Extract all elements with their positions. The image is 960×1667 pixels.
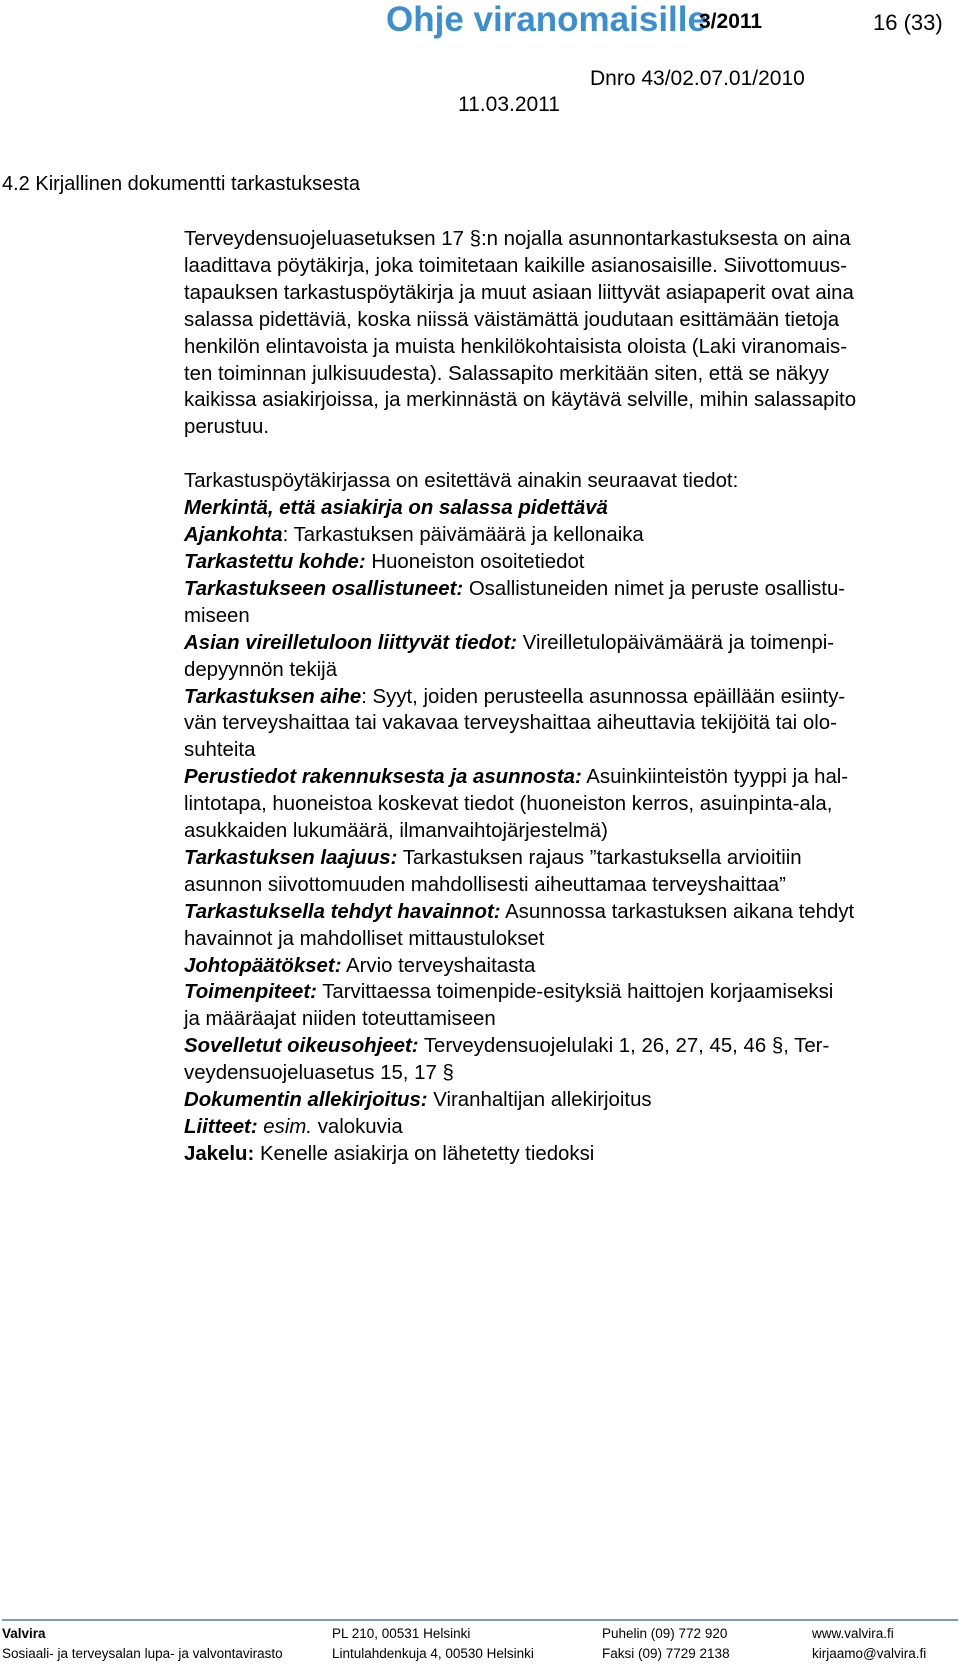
field-text: : Syyt, joiden perusteella asunnossa epäillään esiinty- xyxy=(361,685,846,708)
field-text: asukkaiden lukumäärä, ilmanvaihtojärjestelmä) xyxy=(184,820,608,843)
field-text: Kenelle asiakirja on lähetetty tiedoksi xyxy=(254,1142,595,1165)
required-fields-list xyxy=(184,468,954,1168)
text-line: tapauksen tarkastuspöytäkirja ja muut asiaan liittyvät asiapaperit ovat aina xyxy=(184,281,854,304)
paragraph-intro xyxy=(184,226,954,441)
document-body xyxy=(184,226,954,1168)
text-line: henkilön elintavoista ja muista henkilökohtaisista oloista (Laki viranomais- xyxy=(184,335,848,358)
footer-po-box: PL 210, 00531 Helsinki xyxy=(332,1626,471,1641)
field-distribution xyxy=(184,1141,954,1168)
text-line: kaikissa asiakirjoissa, ja merkinnästä on käytävä selville, mihin salassapito xyxy=(184,389,857,412)
field-text: Tarvittaessa toimenpide-esityksiä haittojen korjaamiseksi xyxy=(316,981,834,1004)
field-label: Tarkastettu kohde: xyxy=(184,550,366,573)
section-heading: 4.2 Kirjallinen dokumentti tarkastuksesta xyxy=(2,173,360,195)
field-building-info xyxy=(184,764,954,845)
field-label: Merkintä, että asiakirja on salassa pidettävä xyxy=(184,497,608,520)
field-label: Jakelu: xyxy=(184,1142,255,1165)
text-line: Terveydensuojeluasetuksen 17 §:n nojalla asunnontarkastuksesta on aina xyxy=(184,228,851,250)
field-text: miseen xyxy=(184,604,250,627)
document-date: 11.03.2011 xyxy=(458,93,560,116)
text-line: ten toiminnan julkisuudesta). Salassapito merkitään siten, että se näkyy xyxy=(184,362,829,385)
field-target xyxy=(184,549,954,576)
footer-phone: Puhelin (09) 772 920 xyxy=(602,1626,728,1641)
field-text: Viranhaltijan allekirjoitus xyxy=(427,1089,652,1112)
field-text: veydensuojeluasetus 15, 17 § xyxy=(184,1062,454,1085)
field-initiation xyxy=(184,630,954,684)
footer-org: Valvira xyxy=(2,1626,46,1641)
text-line: laadittava pöytäkirja, joka toimitetaan kaikille asianosaisille. Siivottomuus- xyxy=(184,254,848,277)
field-text: Tarkastuksen rajaus ”tarkastuksella arvioitiin xyxy=(397,846,802,869)
field-scope xyxy=(184,845,954,899)
footer-email-link[interactable]: kirjaamo@valvira.fi xyxy=(812,1646,927,1661)
field-text: esim. xyxy=(257,1116,313,1138)
field-label: Toimenpiteet: xyxy=(184,981,317,1004)
field-text: Vireilletulopäivämäärä ja toimenpi- xyxy=(517,631,835,654)
record-number: Dnro 43/02.07.01/2010 xyxy=(590,67,805,90)
field-text: havainnot ja mahdolliset mittaustulokset xyxy=(184,927,545,950)
field-text: lintotapa, huoneistoa koskevat tiedot (huoneiston kerros, asuinpinta-ala, xyxy=(184,793,833,816)
page-footer xyxy=(2,1624,958,1664)
field-text: valokuvia xyxy=(312,1116,403,1138)
field-text: Asunnossa tarkastuksen aikana tehdyt xyxy=(500,900,855,923)
field-label: Dokumentin allekirjoitus: xyxy=(184,1089,428,1112)
text-line: salassa pidettäviä, koska niissä väistämättä joudutaan esittämään tietoja xyxy=(184,308,840,331)
footer-divider xyxy=(2,1619,958,1621)
text-line: perustuu. xyxy=(184,416,270,439)
field-text: Huoneiston osoitetiedot xyxy=(365,550,585,573)
field-text: : Tarkastuksen päivämäärä ja kellonaika xyxy=(282,524,644,547)
field-text: suhteita xyxy=(184,739,256,762)
field-text: depyynnön tekijä xyxy=(184,658,338,681)
field-actions xyxy=(184,979,954,1033)
footer-street: Lintulahdenkuja 4, 00530 Helsinki xyxy=(332,1646,534,1661)
field-label: Ajankohta xyxy=(184,524,283,547)
field-time xyxy=(184,522,954,549)
field-legal-basis xyxy=(184,1033,954,1087)
field-label: Sovelletut oikeusohjeet: xyxy=(184,1035,419,1058)
field-subject xyxy=(184,684,954,765)
field-label: Tarkastukseen osallistuneet: xyxy=(184,577,464,600)
field-label: Perustiedot rakennuksesta ja asunnosta: xyxy=(184,766,582,789)
field-label: Tarkastuksen laajuus: xyxy=(184,846,398,869)
field-text: Arvio terveyshaitasta xyxy=(341,954,536,977)
field-text: asunnon siivottomuuden mahdollisesti aiheuttamaa terveyshaittaa” xyxy=(184,873,786,896)
field-text: Osallistuneiden nimet ja peruste osallistu- xyxy=(463,577,846,600)
field-text: Terveydensuojelulaki 1, 26, 27, 45, 46 §, Ter- xyxy=(418,1035,830,1058)
field-text: Asuinkiinteistön tyyppi ja hal- xyxy=(581,766,849,789)
field-label: Asian vireilletuloon liittyvät tiedot: xyxy=(184,631,518,654)
field-conclusions xyxy=(184,953,954,980)
field-text: ja määräajat niiden toteuttamiseen xyxy=(184,1008,496,1031)
field-attachments xyxy=(184,1114,954,1141)
field-participants xyxy=(184,576,954,630)
field-label: Johtopäätökset: xyxy=(184,954,342,977)
field-signature xyxy=(184,1087,954,1114)
field-label: Tarkastuksella tehdyt havainnot: xyxy=(184,900,501,923)
field-observations xyxy=(184,899,954,953)
footer-web-link[interactable]: www.valvira.fi xyxy=(812,1626,894,1641)
field-confidential xyxy=(184,495,954,522)
footer-fax: Faksi (09) 7729 2138 xyxy=(602,1646,730,1661)
document-title: Ohje viranomaisille xyxy=(386,0,707,39)
field-text: vän terveyshaittaa tai vakavaa terveyshaittaa aiheuttavia tekijöitä tai olo- xyxy=(184,712,837,735)
footer-org-full: Sosiaali- ja terveysalan lupa- ja valvontavirasto xyxy=(2,1646,283,1661)
field-label: Liitteet: xyxy=(184,1116,258,1138)
field-label: Tarkastuksen aihe xyxy=(184,685,362,708)
issue-number: 3/2011 xyxy=(699,10,763,33)
page-number: 16 (33) xyxy=(873,10,943,35)
list-intro: Tarkastuspöytäkirjassa on esitettävä ainakin seuraavat tiedot: xyxy=(184,470,739,493)
